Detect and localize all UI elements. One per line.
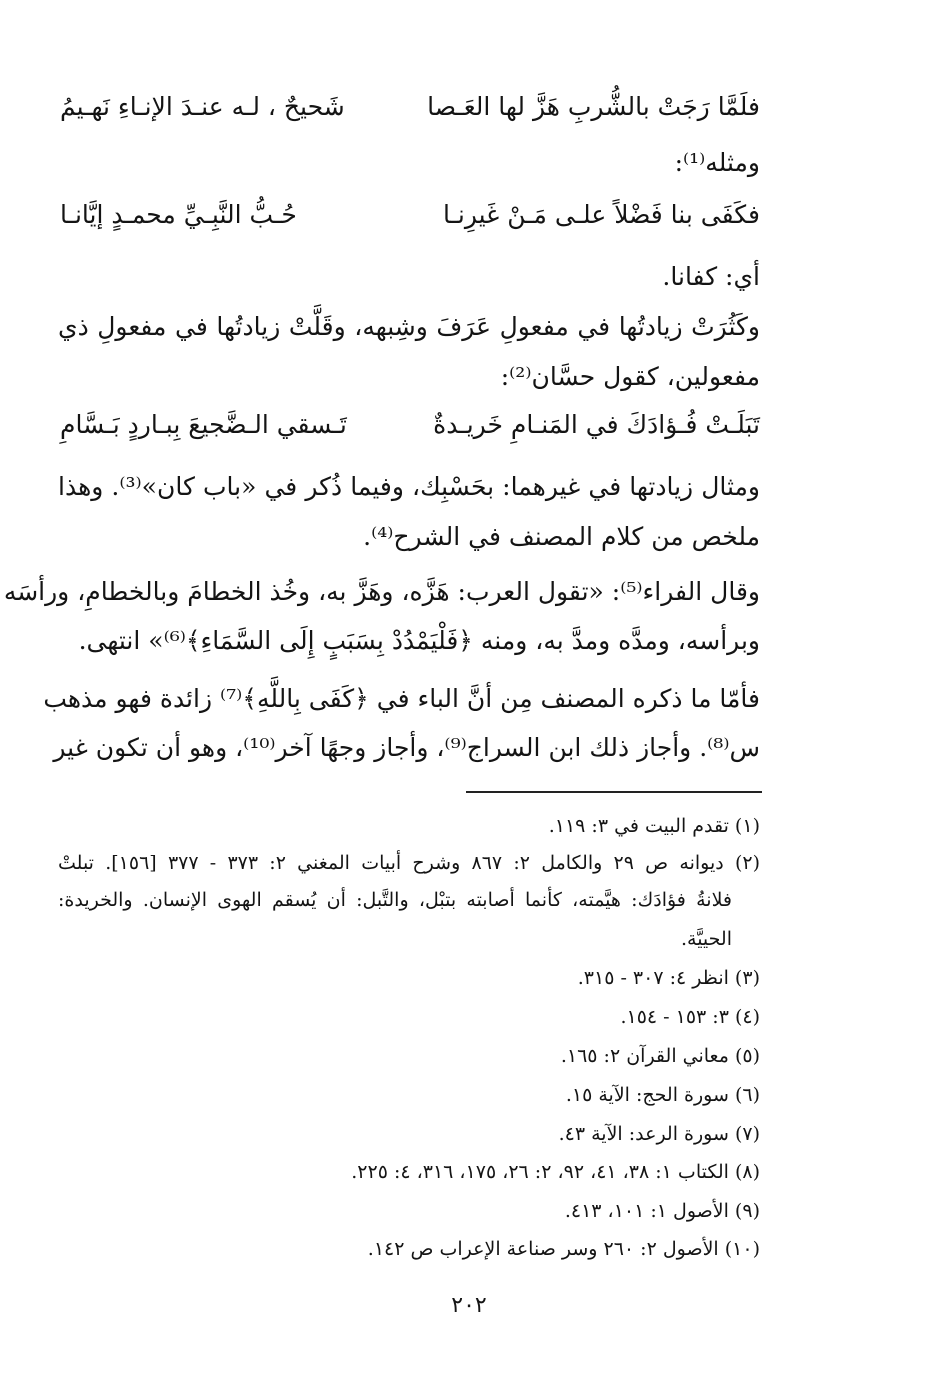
verse1-first-hemistich: فلَمَّا رَجَتْ بالشُّربِ هَزَّ لها العَـصا: [427, 92, 760, 121]
paragraph3-line2: وبرأسه، ومدَّه ومدَّ به، ومنه ﴿فَلْيَمْدُدْ بِسَبَبٍ إِلَى السَّمَاءِ﴾⁽⁶⁾» انتهى.: [78, 626, 760, 655]
footnote-5: (٥) معاني القرآن ٢: ١٦٥.: [560, 1045, 760, 1067]
footnote-2-line1: (٢) ديوانه ص ٢٩ والكامل ٢: ٨٦٧ وشرح أبيات المغني ٢: ٣٧٣ - ٣٧٧ [١٥٦]. تبلتْ: [58, 852, 760, 874]
paragraph3-line1: وقال الفراء⁽⁵⁾: «تقول العرب: هَزَّه، وهَزَّ به، وخُذ الخطامَ وبالخطامِ، ورأسَه: [3, 577, 760, 606]
paragraph2-line1: ومثال زيادتها في غيرهما: بحَسْبِك، وفيما ذُكر في «باب كان»⁽³⁾. وهذا: [58, 472, 761, 501]
paragraph4-line1: فأمّا ما ذكره المصنف مِن أنَّ الباء في ﴿كَفَى بِاللَّهِ﴾⁽⁷⁾ زائدة فهو مذهب: [43, 684, 760, 713]
paragraph1-line2: مفعولين، كقول حسَّان⁽²⁾:: [500, 362, 760, 391]
page-number: ٢٠٢: [451, 1293, 487, 1318]
verse3-second-hemistich: تَـسقي الـضَّجيعَ بِبـاردٍ بَـسَّامِ: [60, 410, 347, 439]
footnote-2-line3: الحييَّة.: [680, 928, 732, 950]
footnote-9: (٩) الأصول ١: ١٠١، ٤١٣.: [564, 1200, 760, 1222]
footnote-7: (٧) سورة الرعد: الآية ٤٣.: [558, 1123, 760, 1145]
footnote-3: (٣) انظر ٤: ٣٠٧ - ٣١٥.: [577, 967, 760, 989]
footnote-4: (٤) ٣: ١٥٣ - ١٥٤.: [620, 1006, 760, 1028]
verse1-second-hemistich: شَحيحٌ ، لـه عنـدَ الإنـاءِ نَهـيمُ: [60, 92, 345, 121]
paragraph2-line2: ملخص من كلام المصنف في الشرح⁽⁴⁾.: [363, 522, 760, 551]
mithluh-line: ومثله⁽¹⁾:: [674, 148, 760, 177]
footnote-8: (٨) الكتاب ١: ٣٨، ٤١، ٩٢، ٢: ٢٦، ١٧٥، ٣١٦، ٤: ٢٢٥.: [351, 1161, 760, 1183]
footnote-6: (٦) سورة الحج: الآية ١٥.: [565, 1084, 760, 1106]
verse3-first-hemistich: تَبَلَـتْ فُـؤادَكَ في المَنـامِ خَريـدةٌ: [433, 410, 760, 439]
paragraph4-line2: س⁽⁸⁾. وأجاز ذلك ابن السراج⁽⁹⁾، وأجاز وجهًا آخر⁽¹⁰⁾، وهو أن تكون غير: [53, 733, 760, 762]
footnote-2-line2: فلانةُ فؤادَك: هيَّمته، كأنما أصابته بتبْل، والتَّبل: أن يُسقم الهوى الإنسان. والخريدة:: [58, 889, 732, 911]
footnote-10: (١٠) الأصول ٢: ٢٦٠ وسر صناعة الإعراب ص ١٤٢.: [367, 1238, 760, 1260]
footnote-1: (١) تقدم البيت في ٣: ١١٩.: [548, 815, 760, 837]
paragraph1-line1: وكَثُرَتْ زيادتُها في مفعولِ عَرَفَ وشِبهه، وقَلَّتْ زيادتُها في مفعولِ ذي: [58, 312, 760, 341]
footnote-separator: [466, 791, 762, 793]
verse2-second-hemistich: حُـبُّ النَّبِـيِّ محمـدٍ إيَّانـا: [60, 200, 297, 229]
kafana-line: أي: كفانا.: [662, 262, 760, 291]
verse2-first-hemistich: فكَفَى بنا فَضْلاً علـى مَـنْ غَيرِنـا: [442, 200, 760, 229]
